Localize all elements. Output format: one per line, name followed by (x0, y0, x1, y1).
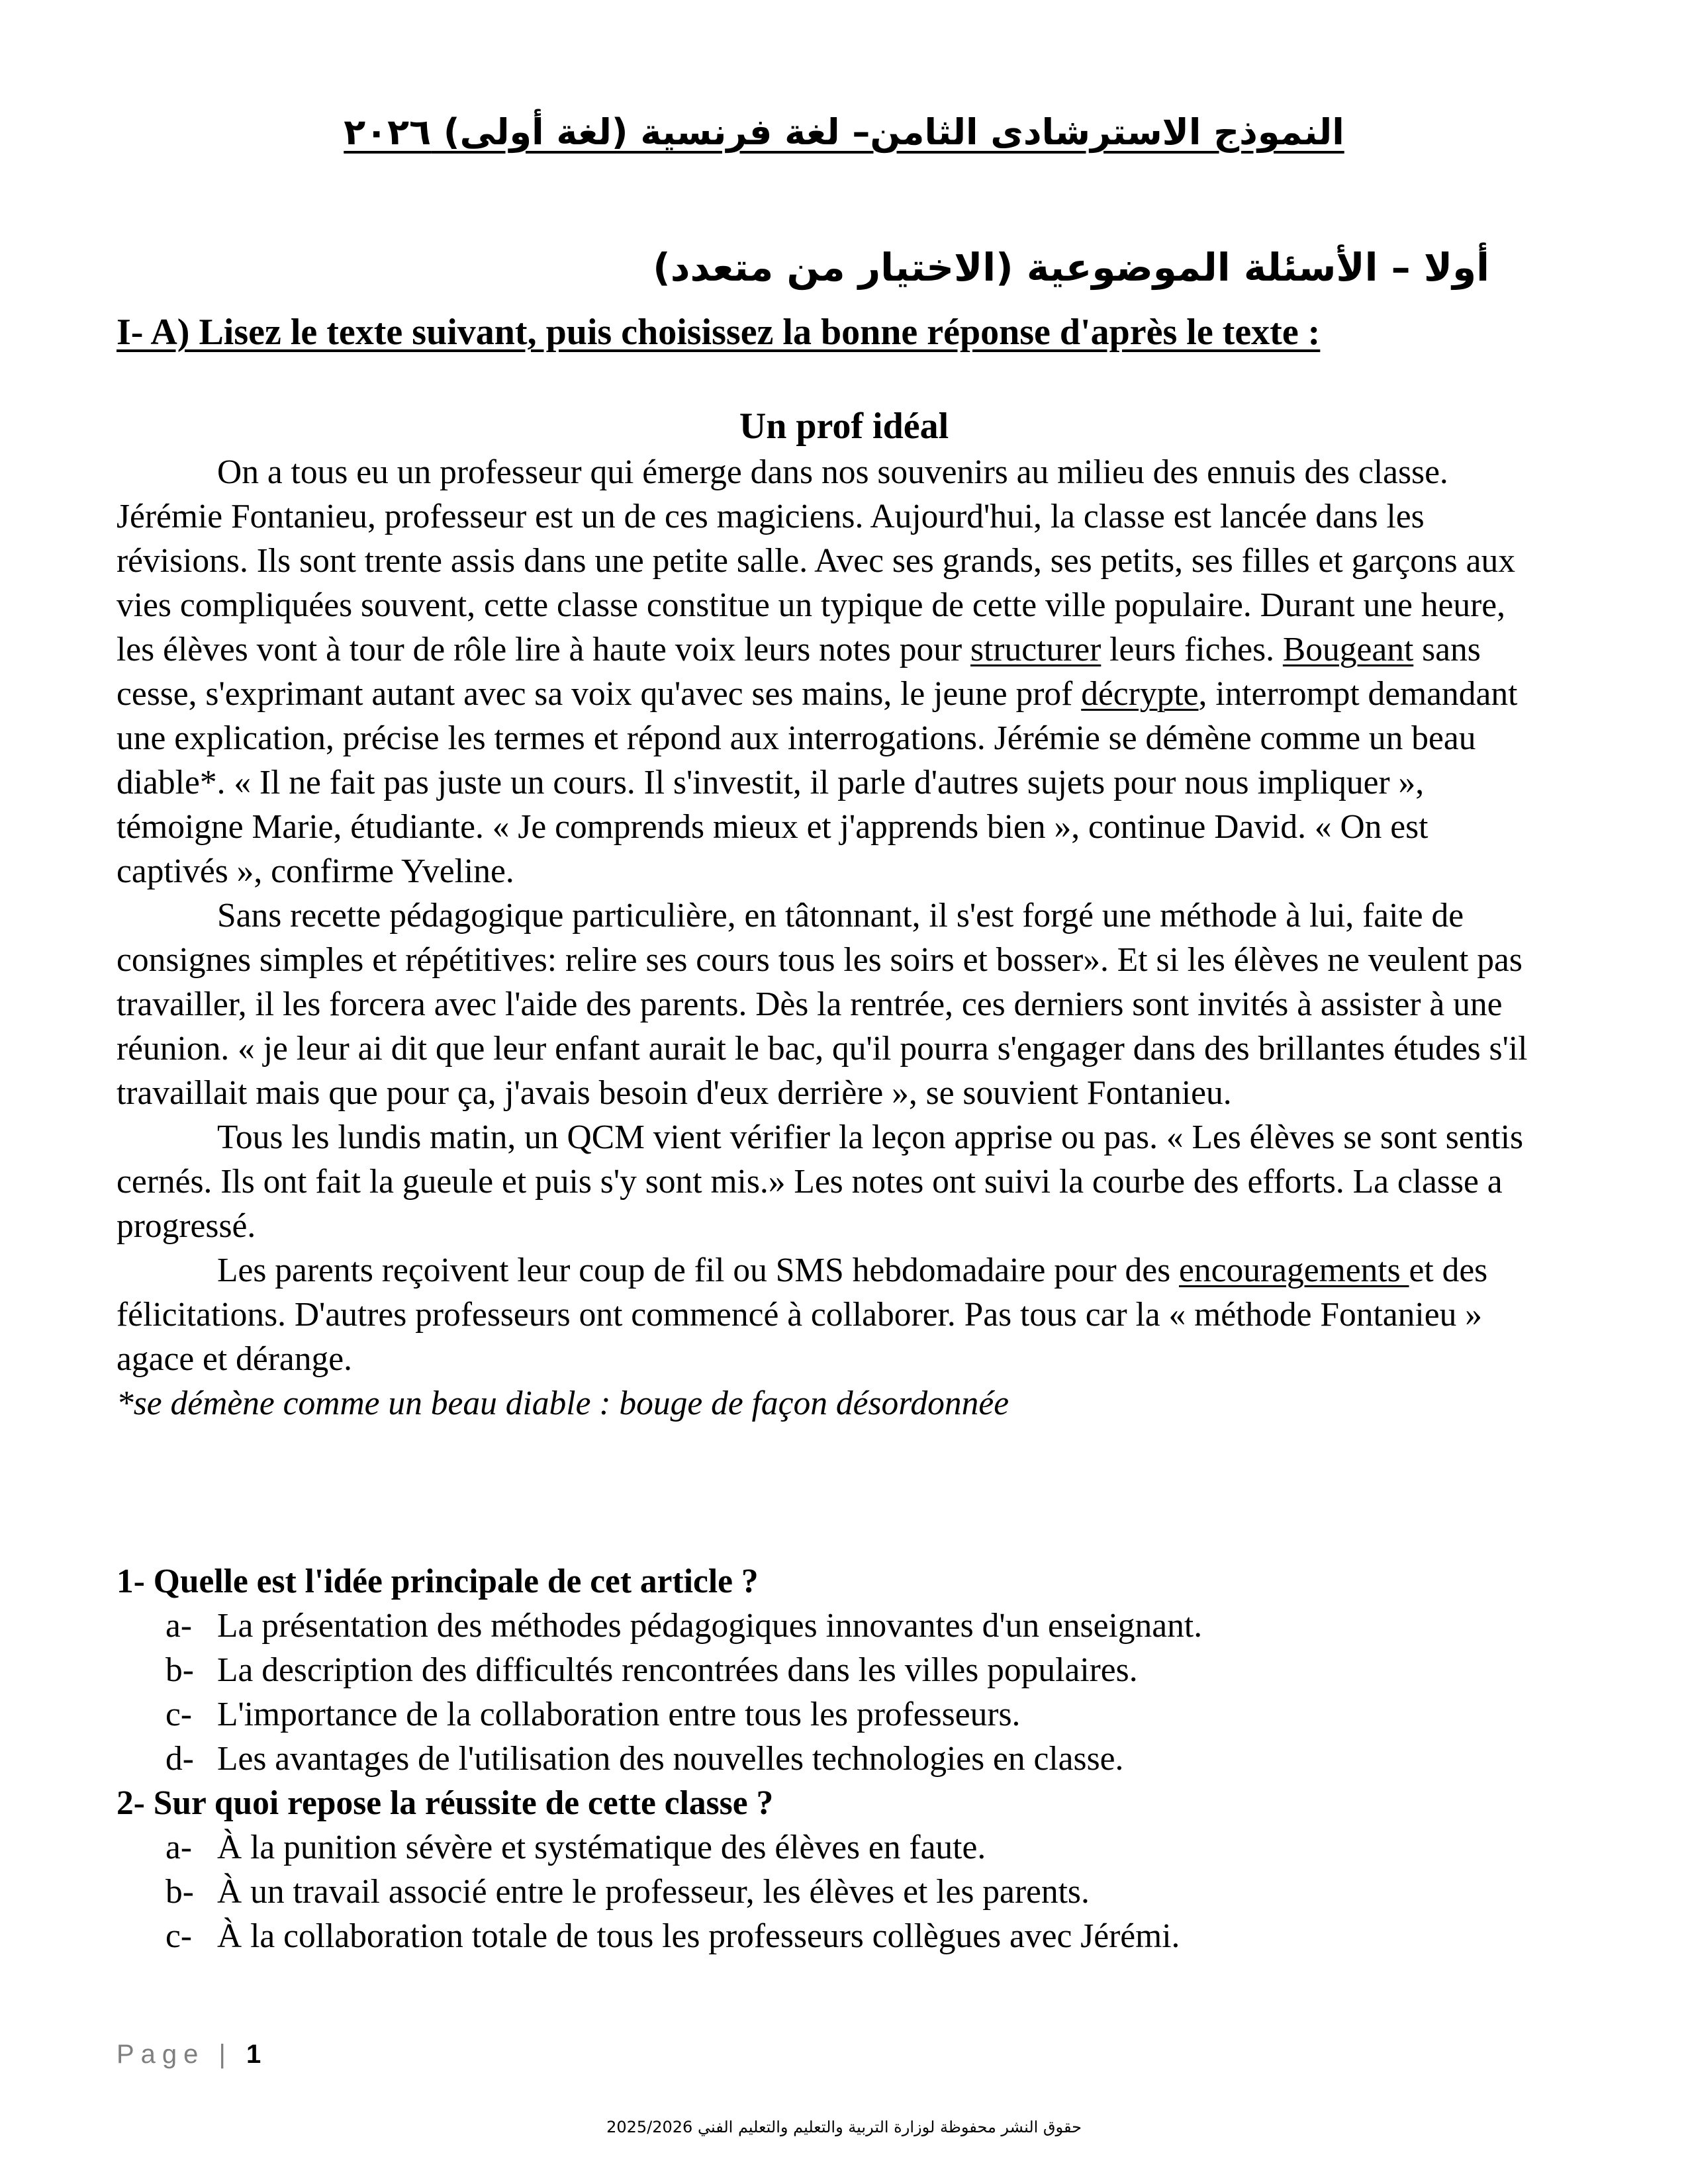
option-text: L'importance de la collaboration entre tous les professeurs. (217, 1696, 1021, 1733)
option-letter: c- (165, 1917, 193, 1955)
paragraph-3: Tous les lundis matin, un QCM vient vérifier la leçon apprise ou pas. « Les élèves se sont sentis cernés. Ils ont fait la gueule et puis s'y sont mis.» Les notes ont suivi la courbe des efforts. La classe a progressé. (117, 1118, 1524, 1245)
option-text: À la punition sévère et systématique des élèves en faute. (217, 1829, 986, 1866)
text-title: Un prof idéal (739, 406, 949, 447)
paragraph-4-part: Les parents reçoivent leur coup de fil ou SMS hebdomadaire pour des (217, 1251, 1180, 1289)
option-text: Les avantages de l'utilisation des nouvelles technologies en classe. (217, 1740, 1124, 1778)
underlined-word-bougeant: Bougeant (1282, 631, 1414, 668)
section-heading: أولا – الأسئلة الموضوعية (الاختيار من متعدد) (653, 245, 1489, 290)
question-1-option-d[interactable] (117, 1737, 1573, 1781)
question-2-option-b[interactable] (117, 1870, 1573, 1914)
option-letter: d- (165, 1740, 194, 1778)
paragraph-1-part: On a tous eu un professeur qui émerge dans nos souvenirs au milieu des ennuis des classe. Jérémie Fontanieu, professeur est un de ces magiciens. Aujourd'hui, la classe est lancée dans les révisions. Ils sont trente assis dans une petite salle. Avec ses grands, ses petits, ses filles et garçons aux vies compliquées souvent, cette classe constitue un typique de cette ville populaire. Durant une heure, les élèves vont à tour de rôle lire à haute voix leurs notes pour (117, 453, 1515, 668)
option-text: La description des difficultés rencontrées dans les villes populaires. (217, 1651, 1138, 1689)
question-2-option-c[interactable] (117, 1914, 1573, 1958)
reading-passage (117, 450, 1546, 1426)
footnote: *se démène comme un beau diable : bouge de façon désordonnée (117, 1385, 1009, 1422)
option-text: La présentation des méthodes pédagogiques innovantes d'un enseignant. (217, 1607, 1203, 1645)
copyright-notice: حقوق النشر محفوظة لوزارة التربية والتعليم والتعليم الفني 2025/2026 (606, 2118, 1082, 2136)
underlined-word-structurer: structurer (970, 631, 1102, 668)
exam-title (0, 111, 1688, 153)
exam-title-text: النموذج الاسترشادى الثامن– لغة فرنسية (لغة أولى) ٢٠٢٦ (344, 111, 1344, 153)
question-1: 1- Quelle est l'idée principale de cet article ? (117, 1563, 759, 1600)
question-2-option-a[interactable] (117, 1825, 1573, 1870)
reading-instruction: I- A) Lisez le texte suivant, puis choisissez la bonne réponse d'après le texte : (117, 312, 1321, 353)
paragraph-1-part: , interrompt demandant une explication, précise les termes et répond aux interrogations. Jérémie se démène comme un beau diable*. « Il ne fait pas juste un cours. Il s'investit, il parle d'autres sujets pour nous impliquer », témoigne Marie, étudiante. « Je comprends mieux et j'apprends bien », continue David. « On est captivés », confirme Yveline. (117, 675, 1518, 890)
question-1-option-b[interactable] (117, 1648, 1573, 1692)
underlined-word-encouragements: encouragements (1179, 1251, 1409, 1289)
paragraph-2: Sans recette pédagogique particulière, en tâtonnant, il s'est forgé une méthode à lui, faite de consignes simples et répétitives: relire ses cours tous les soirs et bosser». Et si les élèves ne veulent pas travailler, il les forcera avec l'aide des parents. Dès la rentrée, ces derniers sont invités à assister à une réunion. « je leur ai dit que leur enfant aurait le bac, qu'il pourra s'engager dans des brillantes études s'il travaillait mais que pour ça, j'avais besoin d'eux derrière », se souvient Fontanieu. (117, 897, 1528, 1112)
question-1-option-c[interactable] (117, 1692, 1573, 1737)
underlined-word-decrypte: décrypte (1081, 675, 1199, 713)
option-text: À la collaboration totale de tous les professeurs collègues avec Jérémi. (217, 1917, 1180, 1955)
option-letter: a- (165, 1829, 193, 1866)
option-letter: a- (165, 1607, 193, 1645)
paragraph-1 (117, 450, 1546, 893)
page-number: 1 (246, 2040, 261, 2069)
paragraph-1-part: leurs fiches. (1101, 631, 1283, 668)
paragraph-4 (117, 1248, 1546, 1381)
paragraph-1-part: sans cesse, s'exprimant autant avec sa voix qu'avec ses mains, le jeune prof (117, 631, 1481, 713)
question-2: 2- Sur quoi repose la réussite de cette classe ? (117, 1784, 774, 1822)
page-number-footer (117, 2040, 261, 2070)
page-label: Page | (117, 2040, 232, 2069)
questions-section (117, 1559, 1573, 1958)
option-letter: b- (165, 1873, 194, 1911)
option-text: À un travail associé entre le professeur, les élèves et les parents. (217, 1873, 1090, 1911)
option-letter: b- (165, 1651, 194, 1689)
paragraph-4-part: et des félicitations. D'autres professeurs ont commencé à collaborer. Pas tous car la « méthode Fontanieu » agace et dérange. (117, 1251, 1488, 1378)
question-1-option-a[interactable] (117, 1604, 1573, 1648)
option-letter: c- (165, 1696, 193, 1733)
